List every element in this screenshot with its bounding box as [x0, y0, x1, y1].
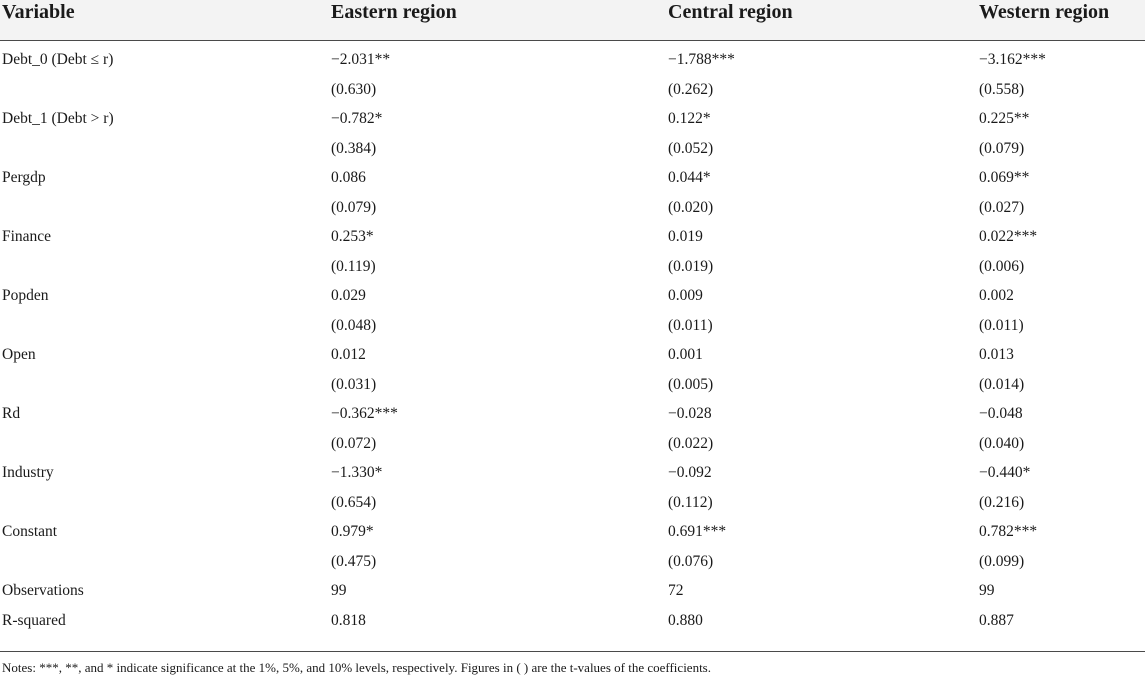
- table-row: [0, 277, 1145, 307]
- cell-central: 0.009: [668, 287, 703, 304]
- table-notes: Notes: ***, **, and * indicate significance at the 1%, 5%, and 10% levels, respectively. Figures in ( ) are the t-values of the coefficients.: [2, 660, 711, 675]
- table-row: [0, 130, 1145, 160]
- table-row: [0, 513, 1145, 543]
- cell-eastern: (0.384): [331, 139, 377, 157]
- table-row: [0, 543, 1145, 573]
- cell-western: 0.225**: [979, 110, 1030, 127]
- cell-western: −0.440*: [979, 464, 1031, 481]
- cell-central: 0.044*: [668, 169, 711, 186]
- cell-eastern: 0.012: [331, 346, 366, 363]
- cell-central: (0.011): [668, 316, 713, 334]
- cell-central: −0.092: [668, 464, 712, 481]
- cell-eastern: (0.119): [331, 257, 376, 275]
- cell-eastern: 0.029: [331, 287, 366, 304]
- cell-western: 0.782***: [979, 523, 1038, 540]
- header-eastern-region: Eastern region: [331, 1, 457, 23]
- table-body: [0, 41, 1145, 631]
- cell-central: −1.788***: [668, 51, 735, 68]
- cell-central: (0.005): [668, 375, 714, 393]
- cell-variable: Pergdp: [2, 169, 46, 186]
- cell-eastern: 99: [331, 582, 347, 599]
- cell-eastern: 0.086: [331, 169, 366, 186]
- cell-western: 99: [979, 582, 995, 599]
- cell-central: (0.020): [668, 198, 714, 216]
- cell-variable: Constant: [2, 523, 58, 540]
- cell-eastern: −2.031**: [331, 51, 391, 68]
- cell-eastern: (0.079): [331, 198, 377, 216]
- header-western-region: Western region: [979, 1, 1110, 23]
- table-row: [0, 366, 1145, 396]
- cell-eastern: 0.979*: [331, 523, 374, 540]
- cell-variable: Rd: [2, 405, 21, 422]
- cell-western: −3.162***: [979, 51, 1046, 68]
- cell-western: (0.079): [979, 139, 1025, 157]
- cell-central: −0.028: [668, 405, 712, 422]
- cell-eastern: (0.031): [331, 375, 377, 393]
- table-row: [0, 602, 1145, 632]
- cell-variable: Open: [2, 346, 36, 363]
- cell-western: 0.013: [979, 346, 1014, 363]
- table-row: [0, 395, 1145, 425]
- cell-central: 0.691***: [668, 523, 727, 540]
- table-row: [0, 484, 1145, 514]
- cell-eastern: (0.654): [331, 493, 377, 511]
- cell-central: (0.019): [668, 257, 714, 275]
- cell-eastern: 0.253*: [331, 228, 374, 245]
- cell-central: 0.019: [668, 228, 703, 245]
- cell-variable: Popden: [2, 287, 49, 304]
- cell-central: 0.122*: [668, 110, 711, 127]
- cell-western: 0.022***: [979, 228, 1038, 245]
- table-row: [0, 159, 1145, 189]
- cell-eastern: −0.782*: [331, 110, 383, 127]
- cell-central: (0.262): [668, 80, 714, 98]
- table-row: [0, 100, 1145, 130]
- cell-western: 0.002: [979, 287, 1014, 304]
- cell-western: 0.887: [979, 611, 1014, 629]
- cell-western: (0.011): [979, 316, 1024, 334]
- header-variable: Variable: [2, 1, 75, 23]
- header-central-region: Central region: [668, 1, 793, 23]
- cell-variable: Debt_1 (Debt > r): [2, 110, 114, 127]
- cell-variable: R-squared: [2, 611, 66, 629]
- table-bottom-rule: [0, 651, 1145, 652]
- cell-eastern: (0.630): [331, 80, 377, 98]
- table-row: [0, 248, 1145, 278]
- table-row: [0, 454, 1145, 484]
- table-row: [0, 572, 1145, 602]
- cell-eastern: −0.362***: [331, 405, 398, 422]
- cell-central: (0.076): [668, 552, 714, 570]
- cell-eastern: (0.475): [331, 552, 377, 570]
- table-row: [0, 425, 1145, 455]
- cell-western: (0.014): [979, 375, 1025, 393]
- cell-western: −0.048: [979, 405, 1023, 422]
- cell-central: 0.001: [668, 346, 703, 363]
- cell-eastern: (0.072): [331, 434, 377, 452]
- cell-central: 72: [668, 582, 684, 599]
- cell-central: (0.022): [668, 434, 714, 452]
- cell-central: (0.052): [668, 139, 714, 157]
- table-row: [0, 41, 1145, 71]
- cell-western: (0.099): [979, 552, 1025, 570]
- cell-variable: Industry: [2, 464, 54, 481]
- cell-eastern: (0.048): [331, 316, 377, 334]
- cell-variable: Finance: [2, 228, 52, 245]
- cell-western: (0.216): [979, 493, 1025, 511]
- cell-western: (0.027): [979, 198, 1025, 216]
- table-row: [0, 336, 1145, 366]
- cell-variable: Debt_0 (Debt ≤ r): [2, 51, 114, 68]
- table-row: [0, 189, 1145, 219]
- cell-western: 0.069**: [979, 169, 1030, 186]
- cell-western: (0.040): [979, 434, 1025, 452]
- cell-central: (0.112): [668, 493, 713, 511]
- cell-eastern: −1.330*: [331, 464, 383, 481]
- cell-central: 0.880: [668, 611, 703, 629]
- table-row: [0, 218, 1145, 248]
- table-header-row: [0, 0, 1145, 41]
- table-row: [0, 71, 1145, 101]
- cell-variable: Observations: [2, 582, 84, 599]
- cell-western: (0.006): [979, 257, 1025, 275]
- cell-western: (0.558): [979, 80, 1025, 98]
- table-row: [0, 307, 1145, 337]
- cell-eastern: 0.818: [331, 611, 366, 629]
